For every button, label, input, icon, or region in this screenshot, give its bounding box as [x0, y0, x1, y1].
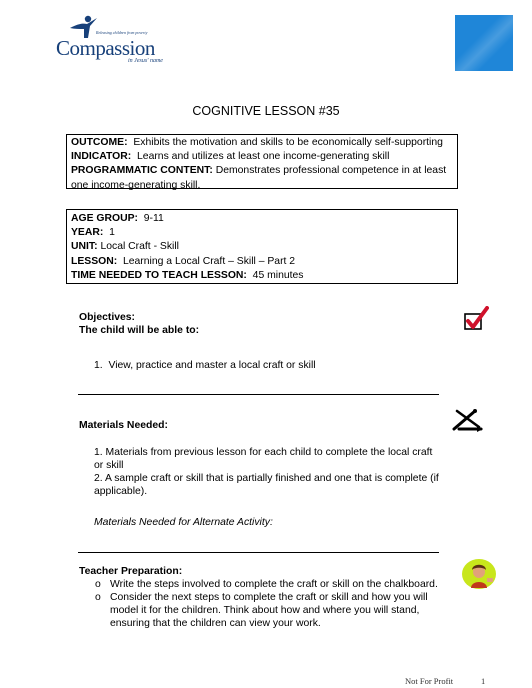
bullet-icon: o: [95, 579, 101, 590]
materials-item-2: 2. A sample craft or skill that is partially finished and one that is complete (if applicable).: [94, 473, 439, 497]
objectives-heading: Objectives:: [79, 312, 136, 323]
year-label: YEAR:: [71, 227, 104, 239]
content-text: Demonstrates professional competence in at least one income-generating skill.: [71, 165, 447, 191]
age-value: 9-11: [143, 213, 164, 224]
logo-subline: in Jesus' name: [128, 58, 163, 64]
teacher-avatar-icon: [459, 558, 499, 590]
divider-1: [78, 394, 439, 395]
materials-item-1: 1. Materials from previous lesson for each child to complete the local craft or skill: [94, 447, 433, 471]
logo-wordmark: Compassion: [56, 36, 155, 60]
year-line: [71, 226, 453, 240]
objectives-subheading: The child will be able to:: [79, 325, 200, 336]
unit-line: [71, 240, 453, 254]
teacher-heading: Teacher Preparation:: [79, 566, 183, 577]
bullet-icon: o: [95, 592, 101, 603]
materials-list: [94, 446, 439, 498]
outcome-box: [66, 134, 458, 189]
checkbox-check-icon: [463, 306, 489, 332]
age-label: AGE GROUP:: [71, 213, 138, 224]
divider-2: [78, 552, 439, 553]
content-line: [71, 164, 453, 192]
logo-tagline: Releasing children from poverty: [96, 30, 148, 35]
teacher-item-text: Write the steps involved to complete the craft or skill on the chalkboard.: [110, 579, 438, 590]
compassion-logo: [56, 14, 176, 66]
footer-note: Not For Profit: [405, 676, 454, 686]
objectives-section: [79, 311, 439, 337]
page-title: COGNITIVE LESSON #35: [192, 104, 340, 118]
time-label: TIME NEEDED TO TEACH LESSON:: [71, 269, 247, 281]
teacher-list: [93, 578, 444, 630]
pencil-tools-icon: [451, 407, 485, 433]
alternate-materials-label: Materials Needed for Alternate Activity:: [94, 517, 273, 528]
lesson-label: LESSON:: [71, 255, 118, 267]
lesson-line: [71, 255, 453, 269]
teacher-section: [79, 565, 444, 630]
materials-heading: Materials Needed:: [79, 420, 168, 431]
teacher-item-text: Consider the next steps to complete the craft or skill and how you will model it for the children. Think about how and where you will stand, ensuring that the children can view your work.: [110, 592, 428, 629]
corner-color-block: [455, 15, 513, 71]
year-value: 1: [109, 227, 115, 239]
age-line: [71, 212, 453, 226]
outcome-label: OUTCOME:: [71, 137, 128, 148]
objective-text: View, practice and master a local craft or skill: [108, 360, 316, 371]
outcome-text: Exhibits the motivation and skills to be economically self-supporting: [133, 137, 443, 148]
indicator-text: Learns and utilizes at least one income-generating skill: [137, 151, 390, 163]
lesson-value: Learning a Local Craft – Skill – Part 2: [122, 255, 296, 267]
lesson-info-box: [66, 209, 458, 284]
unit-label: UNIT:: [71, 241, 98, 253]
time-value: 45 minutes: [252, 269, 304, 281]
outcome-line: [71, 136, 453, 150]
time-line: [71, 269, 453, 283]
unit-value: Local Craft - Skill: [100, 241, 179, 253]
indicator-line: [71, 150, 453, 164]
content-label: PROGRAMMATIC CONTENT:: [71, 165, 213, 177]
list-item: [93, 591, 444, 630]
list-item: [93, 578, 444, 591]
page-number: 1: [481, 676, 486, 686]
objective-number: 1.: [94, 360, 103, 371]
indicator-label: INDICATOR:: [71, 151, 132, 163]
objective-item: [94, 359, 439, 372]
